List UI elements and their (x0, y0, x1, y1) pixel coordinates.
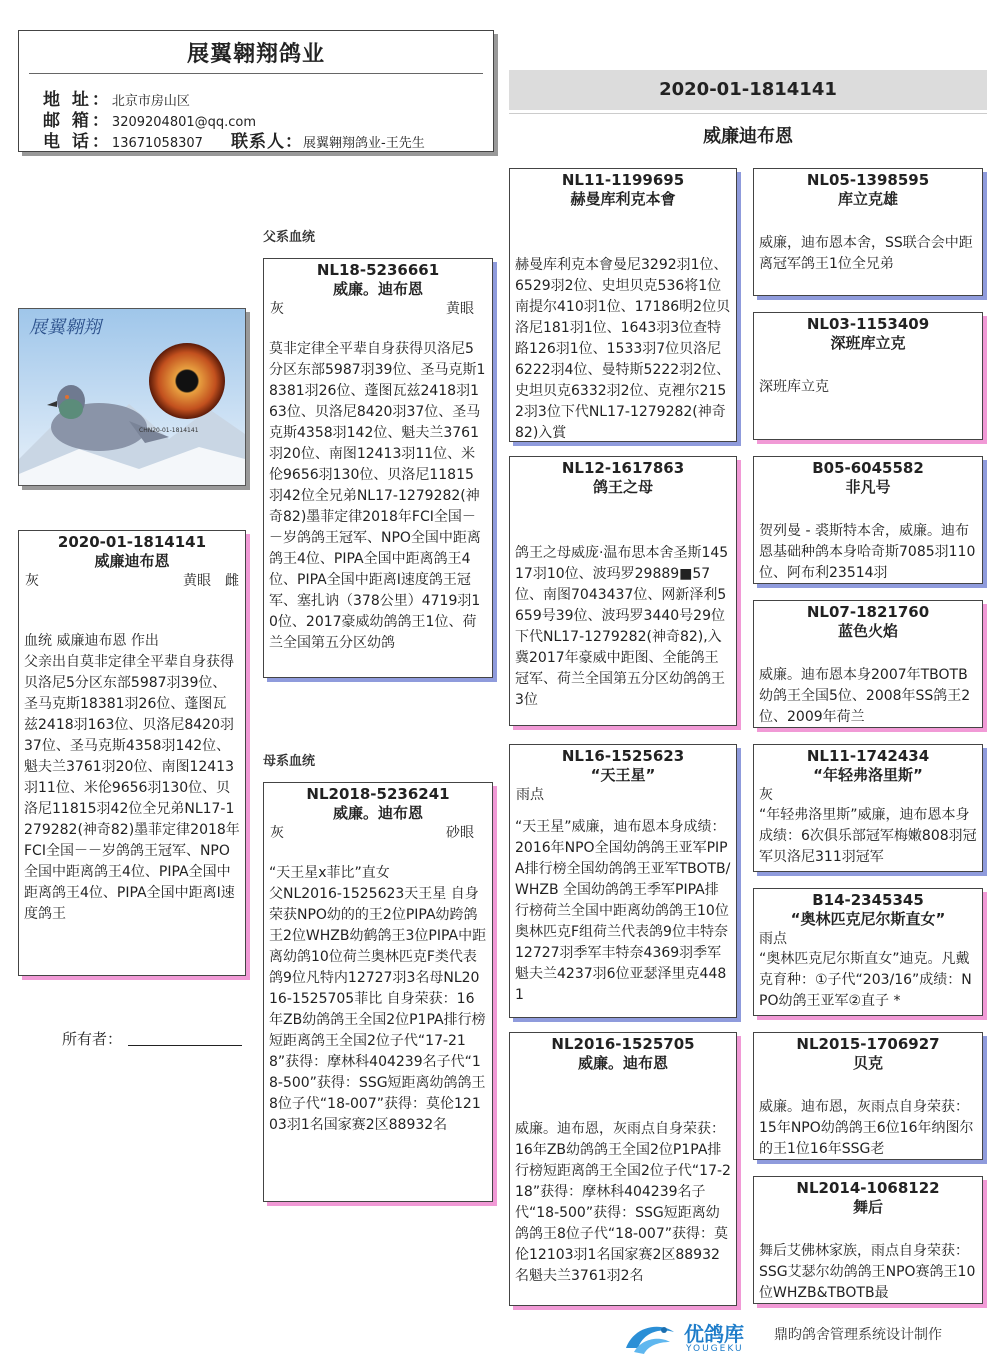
eye-icon (149, 343, 225, 419)
sire-ring: NL18-5236661 (316, 261, 440, 279)
sds-ring: B05-6045582 (812, 459, 924, 477)
phone-row: 电 话：13671058307 (43, 132, 203, 152)
dam-desc: “天王星x菲比”直女 父NL2016-1525623天王星 自身荣获NPO幼的的王2位PIPA幼跨鸽王2位WHZB幼鹤鸽王3位PIPA中距离幼鸽10位荷兰奥林匹克F类代表鸽9位凡特内12727羽3名母NL2016-1525705菲比 自身荣获：16年ZB幼鸽鸽王全国2位P1PA排行榜短距离鸽王全国2位子代“17-218”获得：摩林科404239名子代“18-500”获得：SSG短距离幼鸽鸽王8位子代“18-007”获得：莫伦12103羽1名国家赛2区88932名 (269, 865, 487, 1133)
ssd-desc: 深班库立克 (759, 379, 829, 395)
subject-card (18, 530, 246, 976)
owner-line[interactable] (128, 1045, 242, 1046)
contact-value: 展翼翱翔鸽业-王先生 (303, 136, 425, 151)
sdd-ring: NL07-1821760 (806, 603, 930, 621)
dam-eye: 砂眼 (446, 825, 474, 841)
subject-attrs (19, 571, 245, 591)
dam-sire-card (509, 744, 737, 1018)
pigeon-photo (18, 308, 246, 486)
sire-sire-card (509, 168, 737, 442)
footer (620, 1316, 1000, 1360)
sds-desc: 贺列曼 - 裘斯特本舍，威廉。迪布恩基础种鸽本身哈奇斯7085羽110位、阿布利23514羽 (759, 523, 976, 581)
banner-ring: 2020-01-1814141 (659, 79, 837, 100)
sss-desc: 威廉，迪布恩本舍，SS联合会中距离冠军鸽王1位全兄弟 (759, 235, 973, 272)
dss-desc: “年轻弗洛里斯”威廉，迪布恩本身成绩：6次俱乐部冠军梅嫩808羽冠军贝洛尼311羽冠军 (759, 807, 977, 865)
banner-underline (509, 113, 987, 114)
ss-ring: NL11-1199695 (561, 171, 685, 189)
sd-name: 鸽王之母 (592, 478, 653, 496)
sire-name: 威廉。迪布恩 (332, 280, 423, 298)
sss-card (753, 168, 983, 296)
dds-card (753, 1032, 983, 1160)
sd-desc: 鸽王之母威庞·温布思本舍圣斯14517羽10位、波玛罗29889■57位、南图7043437位、网新泽利5659号39位、波玛罗3440号29位下代NL17-1279282(神奇82),入冀2017年豪威中距图、全能鸽王冠军、荷兰全国第五分区幼鸽鸽王3位 (515, 545, 729, 708)
owner-row (62, 1028, 122, 1049)
dsd-ring: B14-2345345 (812, 891, 924, 909)
email-row: 邮 箱：3209204801@qq.com (43, 111, 257, 131)
footer-credit: 鼎昀鸽舍管理系统设计制作 (774, 1327, 942, 1343)
dd-ring: NL2016-1525705 (551, 1035, 695, 1053)
footer-brand: 优鸽库 (684, 1322, 744, 1346)
mother-line-label: 母系血统 (263, 754, 316, 769)
contact-row: 联系人：展翼翱翔鸽业-王先生 (231, 132, 425, 152)
address-row: 地 址：北京市房山区 (43, 90, 190, 110)
sire-card (263, 258, 493, 678)
phone-value: 13671058307 (111, 136, 203, 151)
sire-dam-card (509, 456, 737, 726)
dsd-color: 雨点 (759, 931, 787, 947)
sire-attrs (264, 299, 492, 319)
owner-label: 所有者： (62, 1030, 123, 1048)
subject-name: 威廉迪布恩 (94, 552, 170, 570)
subject-sex: 雌 (225, 573, 239, 589)
dds-desc: 威廉。迪布恩，灰雨点自身荣获：15年NPO幼鸽鸽王6位16年纳图尔的王1位16年SSG老 (759, 1099, 974, 1157)
ddd-desc: 舞后艾佛林家族，雨点自身荣获：SSG艾瑟尔幼鸽鸽王NPO赛鸽王10位WHZB&TBOTB最 (759, 1243, 976, 1301)
company-header (18, 30, 494, 152)
subject-ring: 2020-01-1814141 (57, 533, 207, 551)
address-value: 北京市房山区 (111, 94, 190, 109)
dss-ring: NL11-1742434 (806, 747, 930, 765)
photo-title: 展翼翱翔 (29, 317, 101, 338)
dd-name: 威廉。迪布恩 (577, 1054, 668, 1072)
dam-ring: NL2018-5236241 (306, 785, 450, 803)
dss-card (753, 744, 983, 872)
photo-caption: CHN20-01-1814141 (139, 427, 199, 434)
dsd-attrs (754, 929, 982, 949)
subject-desc: 血统 威廉迪布恩 作出 父亲出自莫非定律全平辈自身获得贝洛尼5分区东部5987羽39位、圣马克斯18381羽26位、蓬图瓦兹2418羽163位、贝洛尼8420羽37位、圣马克斯4358羽142位、魁夫兰3761羽20位、南图12413羽11位、米伦9656羽130位、贝洛尼11815羽42位全兄弟NL17-1279282(神奇82)墨菲定律2018年FCI全国－－岁鸽鸽王冠军、NPO全国中距离鸽王4位、PIPA全国中距离鸽王4位、PIPA全国中距离I速度鸽王 (24, 633, 240, 922)
subject-banner (509, 70, 987, 110)
ssd-ring: NL03-1153409 (806, 315, 930, 333)
sire-desc: 莫非定律全平辈自身获得贝洛尼5分区东部5987羽39位、圣马克斯18381羽26位、蓬图瓦兹2418羽163位、贝洛尼8420羽37位、圣马克斯4358羽142位、魁夫兰3761羽20位、南图12413羽11位、米伦9656羽130位、贝洛尼11815羽42位全兄弟NL17-1279282(神奇82)墨菲定律2018年FCI全国－－岁鸽鸽王冠军、NPO全国中距离鸽王4位、PIPA全国中距离鸽王4位、PIPA全国中距离I速度鸽王冠军、塞扎讷（378公里）4719羽10位、2017豪威幼鸽鸽王1位、荷兰全国第五分区幼鸽 (269, 341, 486, 651)
footer-brand-en: YOUGEKU (686, 1344, 744, 1354)
sds-name: 非凡号 (845, 478, 891, 496)
ss-desc: 赫曼库利克本會曼尼3292羽1位、6529羽2位、史坦贝克536将1位南提尔410羽1位、17186明2位贝洛尼181羽1位、1643羽3位查特路126羽1位、1533羽7位贝洛尼 6222羽4位、曼特斯5222羽2位、史坦贝克6332羽2位、克裡尔2152羽3位下代NL17-1279282(神奇82)入賞 (515, 257, 731, 439)
sdd-card (753, 600, 983, 728)
dam-dam-card (509, 1032, 737, 1306)
email-value: 3209204801@qq.com (111, 115, 257, 130)
banner-name: 威廉迪布恩 (703, 126, 793, 147)
yougeku-logo-icon (620, 1318, 678, 1358)
ssd-card (753, 312, 983, 440)
sire-color: 灰 (270, 301, 284, 317)
father-line-label: 父系血统 (263, 230, 316, 245)
dss-name: “年轻弗洛里斯” (813, 766, 923, 784)
subject-color: 灰 (25, 573, 39, 589)
sss-ring: NL05-1398595 (806, 171, 930, 189)
dam-attrs (264, 823, 492, 843)
header-divider (29, 73, 483, 74)
sd-ring: NL12-1617863 (561, 459, 685, 477)
ddd-ring: NL2014-1068122 (796, 1179, 940, 1197)
sds-card (753, 456, 983, 584)
company-name: 展翼翱翔鸽业 (186, 42, 325, 67)
sdd-name: 蓝色火焰 (837, 622, 898, 640)
ds-desc: “天王星”威廉，迪布恩本身成绩：2016年NPO全国幼鸽鸽王亚军PIPA排行榜全国幼鸽鸽王亚军TBOTB/WHZB 全国幼鸽鸽王季军PIPA排行榜荷兰全国中距离幼鸽鸽王10位奥林匹克F组荷兰代表鸽9位丰特奈 12727羽季军丰特奈4369羽季军魁夫兰4237羽6位亚瑟泽里克4481 (515, 819, 731, 1003)
dss-attrs (754, 785, 982, 805)
subject-eye: 黄眼 (183, 573, 211, 589)
dsd-name: “奥林匹克尼尔斯直女” (790, 910, 946, 928)
dds-ring: NL2015-1706927 (796, 1035, 940, 1053)
sss-name: 库立克雄 (837, 190, 898, 208)
ddd-name: 舞后 (852, 1198, 883, 1216)
dsd-card (753, 888, 983, 1016)
dds-name: 贝克 (852, 1054, 883, 1072)
sdd-desc: 威廉。迪布恩本身2007年TBOTB幼鸽王全国5位、2008年SS鸽王2位、2009年荷兰 (759, 667, 971, 725)
ds-name: “天王星” (590, 766, 656, 784)
ds-ring: NL16-1525623 (561, 747, 685, 765)
dsd-desc: “奥林匹克尼尔斯直女”迪克。凡戴克育种：①子代“203/16”成绩：NPO幼鸽王亚军②直子 * (759, 951, 972, 1009)
ssd-name: 深班库立克 (830, 334, 906, 352)
dd-desc: 威廉。迪布恩，灰雨点自身荣获：16年ZB幼鸽鸽王全国2位P1PA排行榜短距离鸽王全国2位子代“17-218”获得：摩林科404239名子代“18-500”获得：SSG短距离幼鸽鸽王8位子代“18-007”获得：莫伦12103羽1名国家赛2区88932名魁夫兰3761羽2名 (515, 1121, 731, 1284)
ds-attrs (510, 785, 736, 805)
dam-name: 威廉。迪布恩 (332, 804, 423, 822)
dam-color: 灰 (270, 825, 284, 841)
dam-card (263, 782, 493, 1202)
ss-name: 赫曼库利克本會 (570, 190, 676, 208)
sire-eye: 黄眼 (446, 301, 474, 317)
ds-color: 雨点 (516, 787, 544, 803)
ddd-card (753, 1176, 983, 1304)
dss-color: 灰 (759, 787, 773, 803)
